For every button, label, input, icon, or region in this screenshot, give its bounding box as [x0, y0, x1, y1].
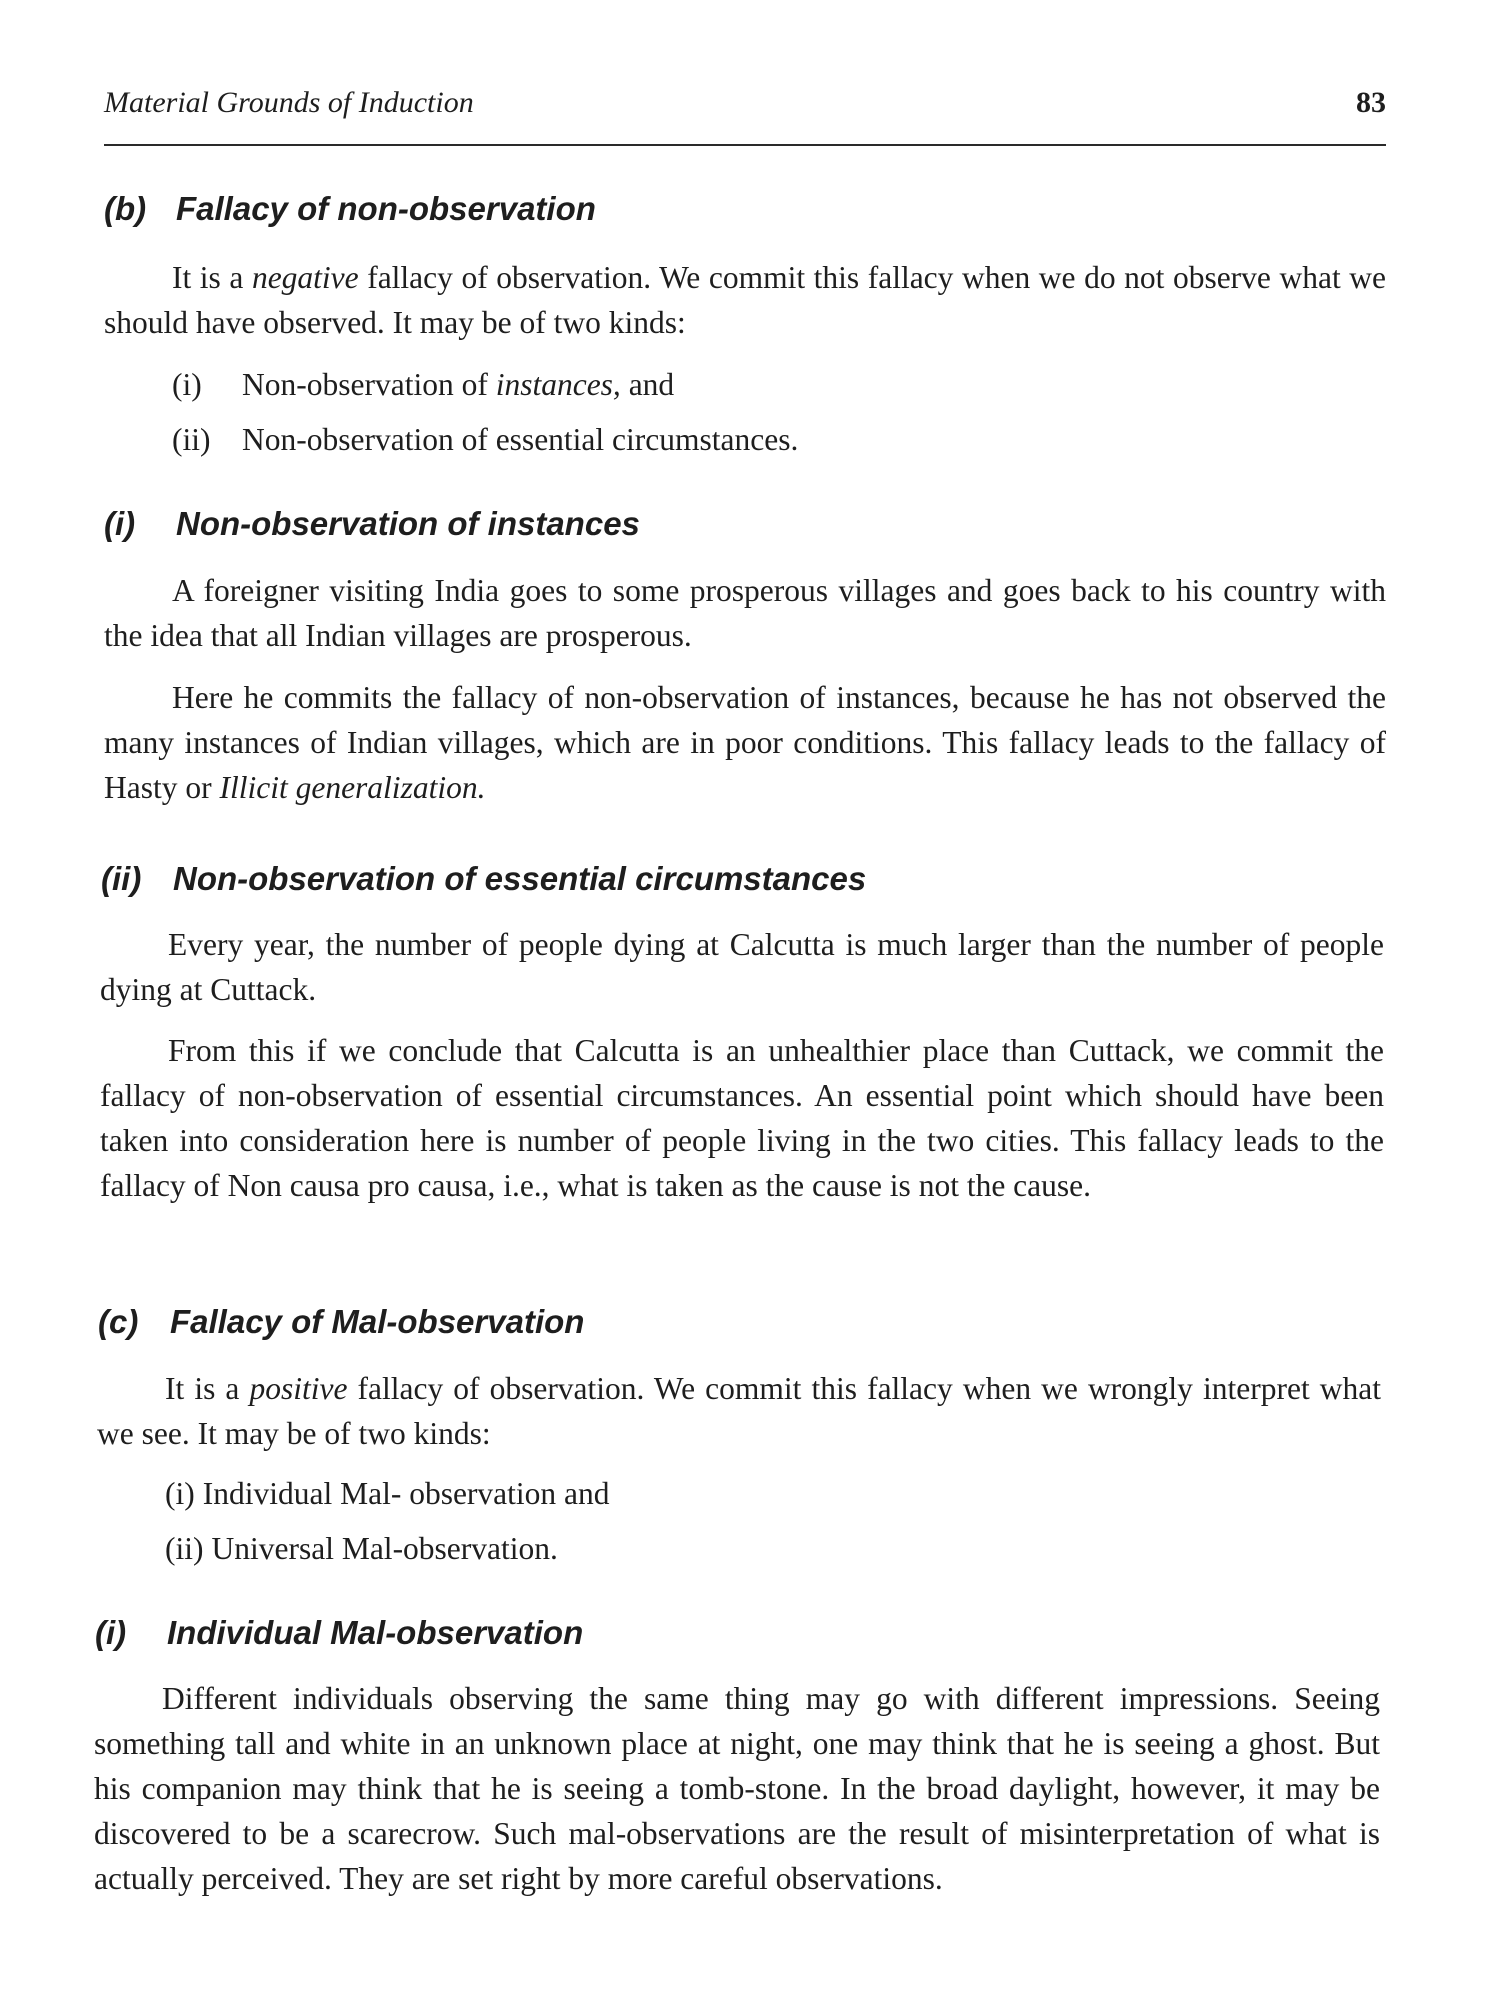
- section-title: Fallacy of non-observation: [176, 190, 596, 227]
- list-item: [172, 362, 674, 407]
- list-marker: (i): [165, 1476, 195, 1511]
- paragraph: Every year, the number of people dying at Calcutta is much larger than the number of people dying at Cuttack.: [100, 927, 1384, 1007]
- section-heading-b-ii: [101, 860, 866, 898]
- section-heading-c-i: [95, 1614, 583, 1652]
- section-title: Non-observation of essential circumstances: [173, 860, 867, 897]
- emphasis: negative: [251, 260, 359, 295]
- section-heading-b-i: [104, 505, 640, 543]
- list-item: [165, 1471, 610, 1516]
- page-number: 83: [1356, 86, 1386, 119]
- text-run: It is a: [165, 1371, 250, 1406]
- paragraph: [104, 255, 1386, 345]
- paragraph: [97, 1366, 1381, 1456]
- section-number: (i): [104, 505, 136, 542]
- paragraph: From this if we conclude that Calcutta is an unhealthier place than Cuttack, we commit the fallacy of non-observation of essential circumstances. An essential point which should have been taken into consideration here is number of people living in the two cities. This fallacy leads to the fallacy of Non causa pro causa, i.e., what is taken as the cause is not the cause.: [100, 1033, 1384, 1203]
- paragraph: A foreigner visiting India goes to some prosperous villages and goes back to his country with the idea that all Indian villages are prosperous.: [104, 573, 1386, 653]
- list-text: Individual Mal- observation and: [202, 1476, 610, 1511]
- list-marker: (ii): [172, 422, 211, 457]
- section-number: (c): [98, 1303, 139, 1340]
- list-item: [172, 417, 798, 462]
- paragraph: Different individuals observing the same thing may go with different impressions. Seeing something tall and white in an unknown place at night, one may think that he is seeing a ghost. But his companion may think that he is seeing a tomb-stone. In the broad daylight, however, it may be discovered to be a scarecrow. Such mal-observations are the result of misinterpretation of what is actually perceived. They are set right by more careful observations.: [94, 1681, 1380, 1896]
- emphasis: Illicit generalization.: [219, 770, 486, 805]
- running-head: [104, 86, 1386, 126]
- text-run: It is a: [172, 260, 252, 295]
- section-number: (i): [95, 1614, 127, 1651]
- emphasis: positive: [249, 1371, 348, 1406]
- emphasis: instances,: [495, 367, 621, 402]
- section-title: Individual Mal-observation: [167, 1614, 584, 1651]
- header-rule: [104, 144, 1386, 146]
- list-text: and: [620, 367, 675, 402]
- list-marker: (ii): [165, 1531, 204, 1566]
- paragraph: [104, 675, 1386, 810]
- list-text: Universal Mal-observation.: [211, 1531, 558, 1566]
- text-run: fallacy of observation. We commit this fallacy when we wrongly interpret what we see. It may be of two kinds:: [97, 1371, 1382, 1451]
- section-title: Fallacy of Mal-observation: [170, 1303, 585, 1340]
- list-marker: (i): [172, 367, 202, 402]
- text-run: fallacy of observation. We commit this fallacy when we do not observe what we should have observed. It may be of two kinds:: [104, 260, 1386, 340]
- section-number: (b): [104, 190, 147, 227]
- text-run: Here he commits the fallacy of non-observation of instances, because he has not observed the many instances of Indian villages, which are in poor conditions. This fallacy leads to the fallacy of Hasty or: [104, 680, 1386, 805]
- section-heading-b: [104, 190, 596, 228]
- list-text: Non-observation of essential circumstances.: [242, 422, 799, 457]
- list-text: Non-observation of: [242, 367, 496, 402]
- list-item: [165, 1526, 558, 1571]
- running-title: Material Grounds of Induction: [104, 86, 474, 119]
- section-number: (ii): [101, 860, 142, 897]
- section-title: Non-observation of instances: [176, 505, 640, 542]
- section-heading-c: [98, 1303, 584, 1341]
